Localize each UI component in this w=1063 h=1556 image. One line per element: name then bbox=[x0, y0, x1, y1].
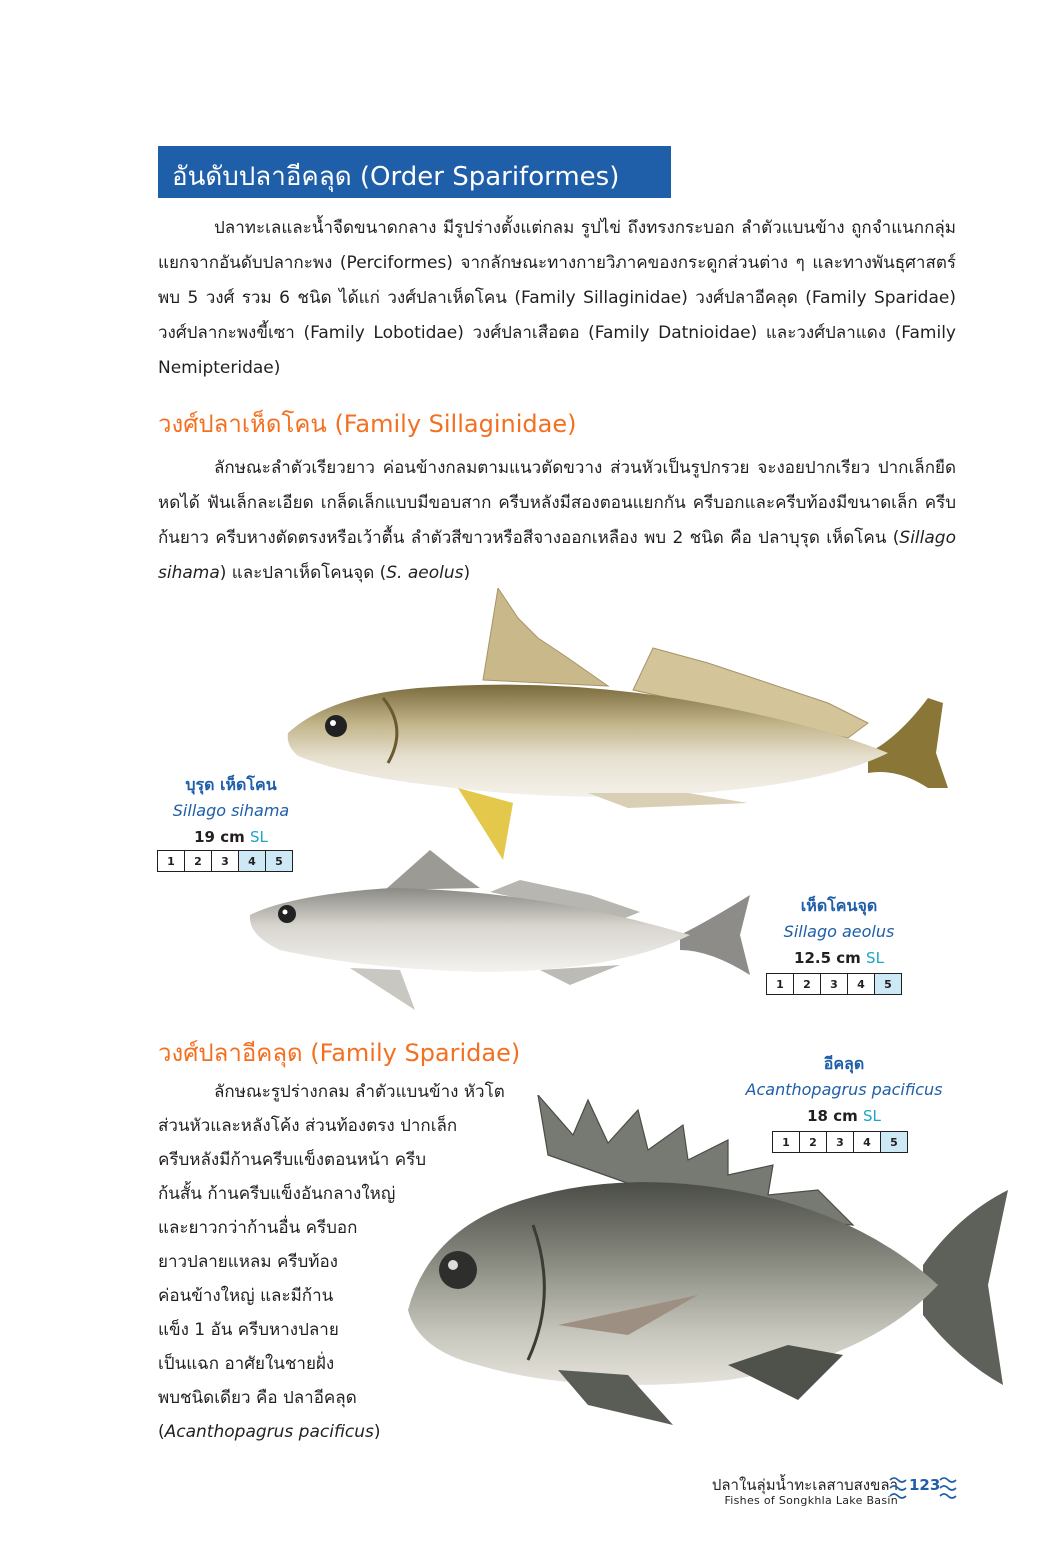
footer-book-title bbox=[712, 1476, 898, 1508]
aeolus-scientific-name: Sillago aeolus bbox=[783, 922, 895, 941]
sparidae-line-2: ส่วนหัวและหลังโค้ง ส่วนท้องตรง ปากเล็ก bbox=[158, 1116, 458, 1136]
sihama-thai-name: บุรุด เห็ดโคน bbox=[185, 775, 277, 794]
pacificus-zone-4: 4 bbox=[854, 1132, 881, 1153]
order-paragraph-text: ปลาทะเลและน้ำจืดขนาดกลาง มีรูปร่างตั้งแต่กลม รูปไข่ ถึงทรงกระบอก ลำตัวแบนข้าง ถูกจำแนกกลุ่มแยกจากอันดับปลากะพง (Perciformes) จากลักษณะทางกายวิภาคของกระดูกส่วนต่าง ๆ และทางพันธุศาสตร์ พบ 5 วงศ์ รวม 6 ชนิด ได้แก่ วงศ์ปลาเห็ดโคน (Family Sillaginidae) วงศ์ปลาอีคลุด (Family Sparidae) วงศ์ปลากะพงขี้เซา (Family Lobotidae) วงศ์ปลาเสือตอ (Family Datnioidae) และวงศ์ปลาแดง (Family Nemipteridae) bbox=[158, 218, 956, 378]
sihama-label bbox=[157, 772, 305, 850]
sparidae-line-7: ค่อนข้างใหญ่ และมีก้าน bbox=[158, 1286, 334, 1306]
sillaginidae-text: ลักษณะลำตัวเรียวยาว ค่อนข้างกลมตามแนวตัดขวาง ส่วนหัวเป็นรูปกรวย จะงอยปากเรียว ปากเล็กยืดหดได้ ฟันเล็กละเอียด เกล็ดเล็กแบบมีขอบสาก ครีบหลังมีสองตอนแยกกัน ครีบอกและครีบท้องมีขนาดเล็ก ครีบก้นยาว ครีบหางตัดตรงหรือเว้าตื้น ลำตัวสีขาวหรือสีจางออกเหลือง พบ 2 ชนิด คือ ปลาบุรุด เห็ดโคน ( bbox=[158, 458, 956, 548]
sihama-size-unit: SL bbox=[249, 828, 268, 846]
aeolus-label bbox=[766, 893, 912, 971]
sihama-zone-2: 2 bbox=[185, 851, 212, 872]
sihama-size bbox=[157, 824, 305, 850]
sihama-zone-3: 3 bbox=[212, 851, 239, 872]
sillaginidae-mid: ) และปลาเห็ดโคนจุด ( bbox=[219, 563, 387, 583]
wave-icon-left bbox=[888, 1474, 908, 1504]
sillaginidae-sci-1: Sillago sihama bbox=[158, 528, 956, 583]
footer-thai-title: ปลาในลุ่มน้ำทะเลสาบสงขลา bbox=[711, 1476, 898, 1494]
sparidae-line-1: ลักษณะรูปร่างกลม ลำตัวแบนข้าง หัวโต bbox=[214, 1082, 505, 1102]
sillaginidae-paragraph bbox=[158, 451, 956, 591]
pacificus-size-value: 18 cm bbox=[807, 1107, 858, 1125]
page-number: 123 bbox=[909, 1476, 941, 1494]
family-sillaginidae-title: วงศ์ปลาเห็ดโคน (Family Sillaginidae) bbox=[158, 410, 577, 438]
sihama-scientific-name: Sillago sihama bbox=[172, 801, 290, 820]
order-banner bbox=[158, 146, 671, 198]
aeolus-size bbox=[766, 945, 912, 971]
sparidae-line-9: เป็นแฉก อาศัยในชายฝั่ง bbox=[158, 1354, 335, 1374]
sparidae-line-5: และยาวกว่าก้านอื่น ครีบอก bbox=[158, 1218, 358, 1238]
sillago-sihama-photo bbox=[268, 588, 958, 868]
aeolus-zone-1: 1 bbox=[767, 974, 794, 995]
pacificus-size bbox=[728, 1103, 960, 1129]
pacificus-zone-3: 3 bbox=[827, 1132, 854, 1153]
sparidae-line-6: ยาวปลายแหลม ครีบท้อง bbox=[158, 1252, 338, 1272]
sillago-aeolus-photo bbox=[240, 850, 760, 1010]
aeolus-zone-3: 3 bbox=[821, 974, 848, 995]
pacificus-zone-1: 1 bbox=[773, 1132, 800, 1153]
pacificus-scientific-name: Acanthopagrus pacificus bbox=[745, 1080, 943, 1099]
sihama-size-value: 19 cm bbox=[194, 828, 245, 846]
order-paragraph bbox=[158, 211, 956, 386]
aeolus-zone-table bbox=[766, 973, 902, 995]
aeolus-zone-4: 4 bbox=[848, 974, 875, 995]
aeolus-size-unit: SL bbox=[866, 949, 884, 967]
sparidae-line-8: แข็ง 1 อัน ครีบหางปลาย bbox=[158, 1320, 339, 1340]
sparidae-line-3: ครีบหลังมีก้านครีบแข็งตอนหน้า ครีบ bbox=[158, 1150, 426, 1170]
acanthopagrus-pacificus-photo bbox=[398, 1095, 1013, 1435]
sillaginidae-sci-2: S. aeolus bbox=[386, 563, 464, 583]
order-title: อันดับปลาอีคลุด (Order Spariformes) bbox=[172, 162, 620, 192]
sparidae-line-4: ก้นสั้น ก้านครีบแข็งอันกลางใหญ่ bbox=[158, 1184, 396, 1204]
aeolus-size-value: 12.5 cm bbox=[794, 949, 861, 967]
wave-icon-right bbox=[938, 1474, 958, 1504]
family-sparidae-title: วงศ์ปลาอีคลุด (Family Sparidae) bbox=[158, 1039, 521, 1067]
sillaginidae-end: ) bbox=[463, 563, 471, 583]
pacificus-zone-5: 5 bbox=[881, 1132, 908, 1153]
aeolus-zone-2: 2 bbox=[794, 974, 821, 995]
pacificus-thai-name: อีคลุด bbox=[823, 1054, 865, 1073]
aeolus-thai-name: เห็ดโคนจุด bbox=[800, 896, 878, 915]
sihama-zone-4: 4 bbox=[239, 851, 266, 872]
pacificus-size-unit: SL bbox=[862, 1107, 881, 1125]
sihama-zone-5: 5 bbox=[266, 851, 293, 872]
aeolus-zone-5: 5 bbox=[875, 974, 902, 995]
footer-english-title: Fishes of Songkhla Lake Basin bbox=[724, 1494, 898, 1507]
sihama-zone-1: 1 bbox=[158, 851, 185, 872]
sparidae-line-10: พบชนิดเดียว คือ ปลาอีคลุด bbox=[158, 1388, 357, 1408]
sparidae-sci: Acanthopagrus pacificus bbox=[164, 1422, 374, 1442]
pacificus-label bbox=[728, 1051, 960, 1129]
pacificus-zone-2: 2 bbox=[800, 1132, 827, 1153]
sparidae-line-11: (Acanthopagrus pacificus) bbox=[158, 1422, 381, 1442]
pacificus-zone-table bbox=[772, 1131, 908, 1153]
